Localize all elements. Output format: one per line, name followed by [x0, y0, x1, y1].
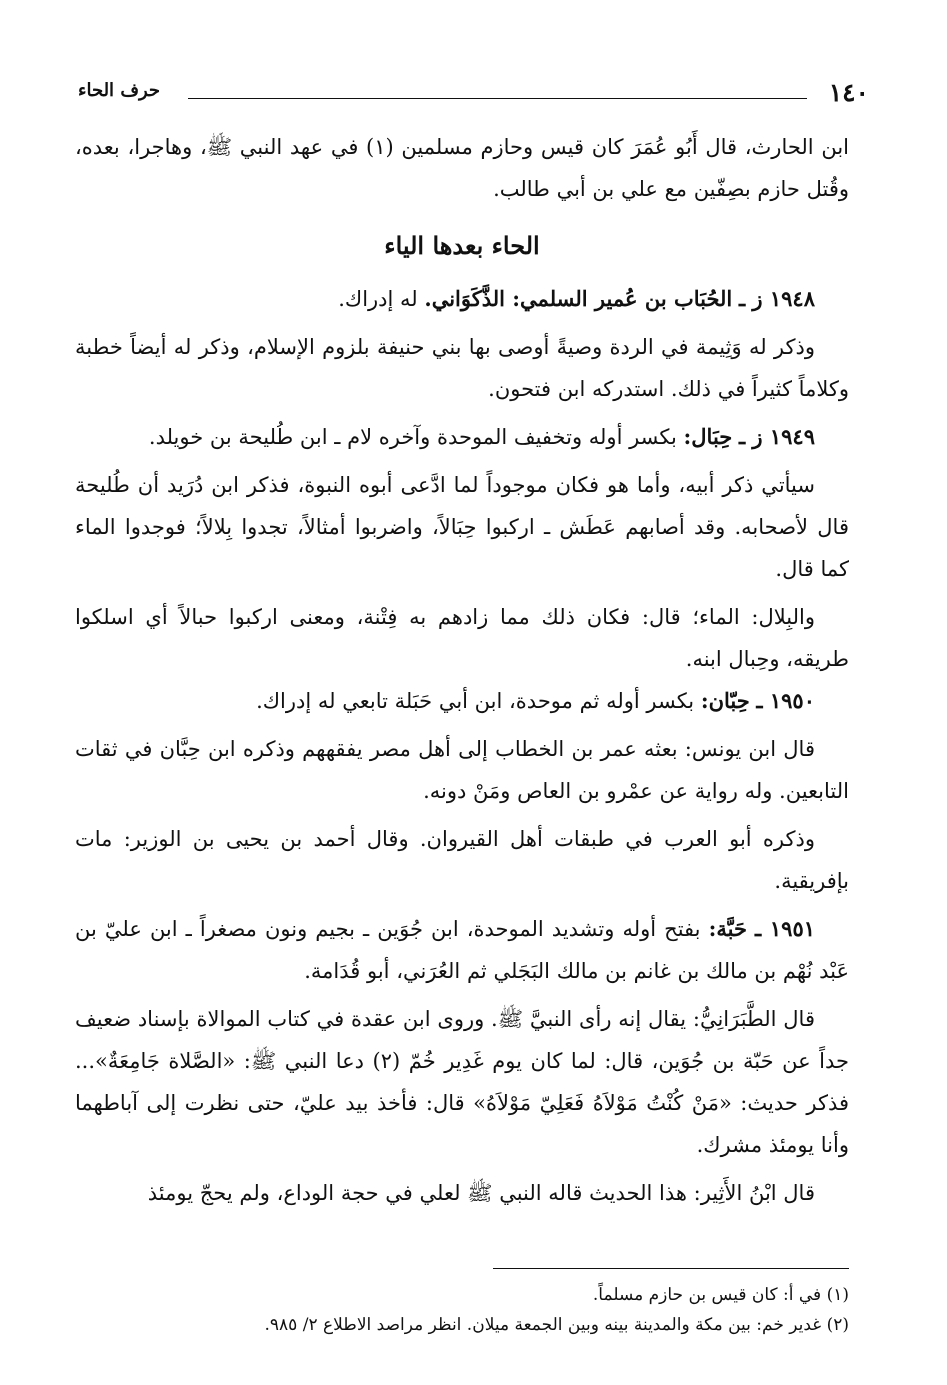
- entry-heading: حِبّان:: [700, 688, 750, 713]
- footnote-rule: [493, 1268, 849, 1269]
- entry-1949: [75, 416, 849, 458]
- paragraph: قال الطَّبَرَانِيُّ: يقال إنه رأى النبيَّ ﷺ. وروى ابن عقدة في كتاب الموالاة بإسناد ضعيف جداً عن حَبّة بن جُوَين، قال: لما كان يوم غَدِير خُمّ (٢) دعا النبي ﷺ: «الصَّلاة جَامِعَةٌ»... فذكر حديث: «مَنْ كُنْتُ مَوْلاَهُ فَعَلِيّ مَوْلاَهُ» قال: فأخذ بيد عليّ، حتى نظرت إلى آباطهما وأنا يومئذ مشرك.: [75, 1007, 850, 1157]
- running-title: حرف الحاء: [78, 80, 161, 101]
- paragraph: والبِلال: الماء؛ قال: فكان ذلك مما زادهم به فِتْنة، ومعنى اركبوا حبالاً أي اسلكوا طريقه، وحِبال ابنه.: [75, 605, 849, 671]
- footnotes: [120, 1280, 849, 1340]
- entry-text: بكسر أوله ثم موحدة، ابن أبي حَبَلة تابعي له إدراك.: [256, 689, 695, 713]
- entry-heading: الحُبَاب بن عُمير السلمي: الذَّكَوَاني.: [424, 286, 733, 311]
- entry-1950: [75, 680, 849, 722]
- paragraph: وذكره أبو العرب في طبقات أهل القيروان. وقال أحمد بن يحيى بن الوزير: مات بإفريقية.: [75, 827, 849, 893]
- entry-1948: [75, 278, 849, 320]
- section-title: الحاء بعدها الياء: [384, 231, 540, 260]
- entry-number: ١٩٤٨ ز ـ: [738, 286, 815, 311]
- header-rule: [188, 98, 807, 99]
- entry-heading: حِبَال:: [683, 424, 733, 449]
- entry-1951: [75, 908, 849, 992]
- paragraph: ابن الحارث، قال أَبُو عُمَرَ كان قيس وحازم مسلمين (١) في عهد النبي ﷺ، وهاجرا، بعده، وقُتل حازم بصِفّين مع علي بن أبي طالب.: [75, 135, 849, 201]
- paragraph: وذكر له وَثِيمة في الردة وصيةً أوصى بها بني حنيفة بلزوم الإسلام، وذكر له أيضاً خطبة وكلاماً كثيراً في ذلك. استدركه ابن فتحون.: [75, 335, 849, 401]
- paragraph: قال ابن يونس: بعثه عمر بن الخطاب إلى أهل مصر يفقههم وذكره ابن حِبَّان في ثقات التابعين. وله رواية عن عمْرو بن العاص ومَنْ دونه.: [75, 737, 849, 803]
- paragraph: سيأتي ذكر أبيه، وأما هو فكان موجوداً لما ادَّعى أبوه النبوة، فذكر ابن دُرَيد أن طُليحة قال لأصحابه. وقد أصابهم عَطَش ـ اركبوا حِبَالاً، واضربوا أمثالاً، تجدوا بِلالاً؛ فوجدوا الماء كما قال.: [75, 473, 849, 581]
- footnote-2: (٢) غدير خم: بين مكة والمدينة بينه وبين الجمعة ميلان. انظر مراصد الاطلاع ٢/ ٩٨٥.: [264, 1315, 849, 1335]
- entry-number: ١٩٥١ ـ: [755, 916, 816, 941]
- page-header: [78, 78, 869, 112]
- entry-number: ١٩٤٩ ز ـ: [738, 424, 815, 449]
- entry-text: بفتح أوله وتشديد الموحدة، ابن جُوَين ـ بجيم ونون مصغراً ـ ابن عليّ بن عَبْد نُهْم بن مالك بن غانم بن مالك البَجَلي ثم العُرَني، أبو قُدَامة.: [75, 917, 849, 983]
- footnote-1: (١) في أ: كان قيس بن حازم مسلماً.: [592, 1285, 849, 1305]
- entry-number: ١٩٥٠ ـ: [756, 688, 815, 713]
- page-number: ١٤٠: [828, 78, 869, 107]
- paragraph: قال ابْنُ الأَثِير: هذا الحديث قاله النبي ﷺ لعلي في حجة الوداع، ولم يحجّ يومئذ: [147, 1181, 815, 1205]
- entry-text: له إدراك.: [338, 287, 418, 311]
- page-body: [75, 126, 849, 1214]
- entry-text: بكسر أوله وتخفيف الموحدة وآخره لام ـ ابن طُليحة بن خويلد.: [148, 425, 677, 449]
- entry-heading: حَبَّة:: [708, 916, 747, 941]
